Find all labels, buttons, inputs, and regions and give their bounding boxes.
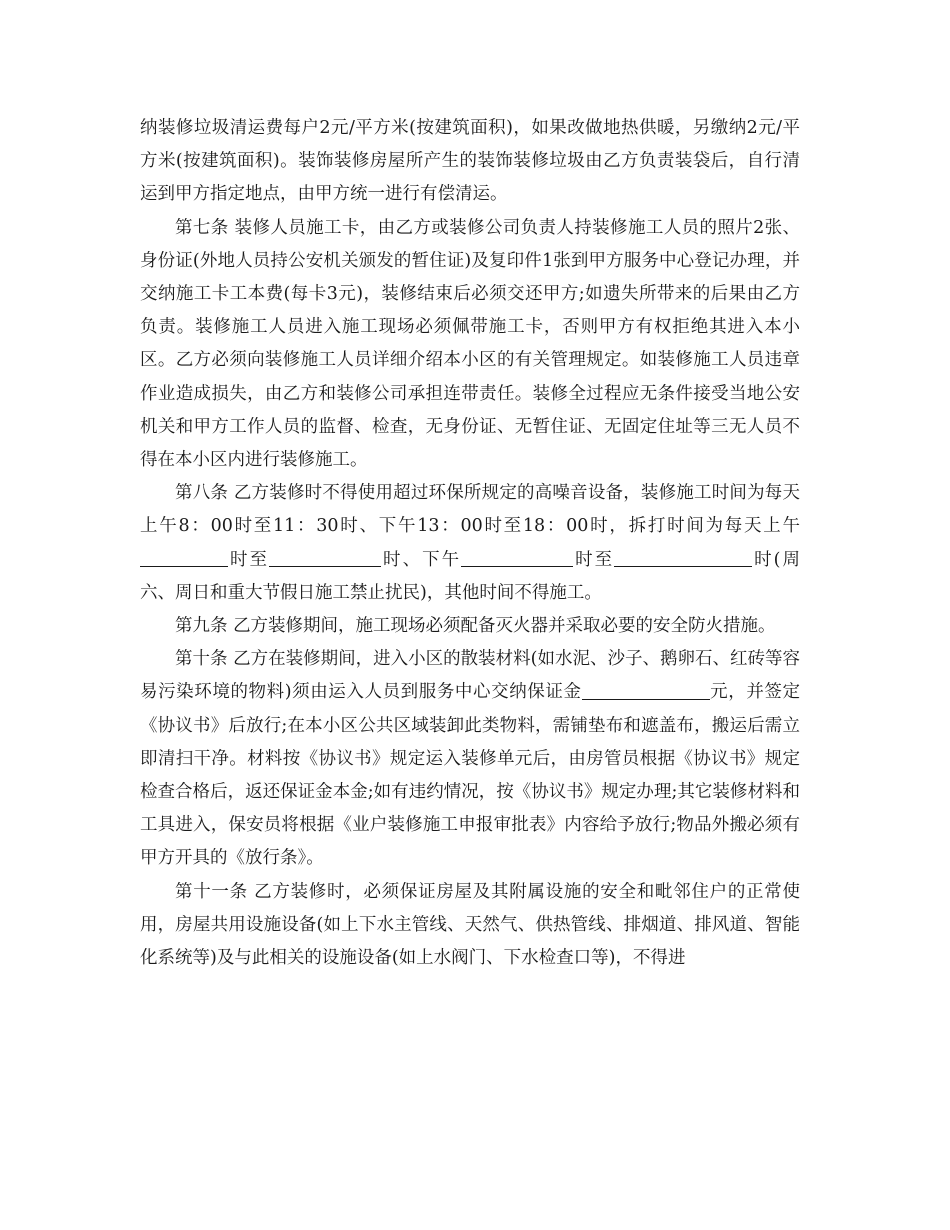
blank-field-afternoon-start[interactable] [461,549,573,568]
paragraph-article-8 [140,477,800,610]
article-10-text-b: 元，并签定《协议书》后放行;在本小区公共区域装卸此类物料，需铺垫布和遮盖布，搬运后需立即清扫干净。材料按《协议书》规定运入装修单元后，由房管员根据《协议书》规定检查合格后，返还保证金本金;如有违约情况，按《协议书》规定办理;其它装修材料和工具进入，保安员将根据《业户装修施工申报审批表》内容给予放行;物品外搬必须有甲方开具的《放行条》。 [140,682,801,869]
article-8-text-d: 时至 [573,549,615,570]
paragraph-article-9: 第九条 乙方装修期间，施工现场必须配备灭火器并采取必要的安全防火措施。 [175,616,776,637]
document-body [140,112,800,975]
blank-field-morning-end[interactable] [269,549,381,568]
article-8-text-e: 时(周六、周日和重大节假日施工禁止扰民)，其他时间不得施工。 [140,549,801,603]
article-8-text-c: 时、下午 [381,549,462,570]
blank-field-afternoon-end[interactable] [614,549,752,568]
blank-field-morning-start[interactable] [140,549,228,568]
blank-field-deposit-amount[interactable] [582,682,710,701]
article-10-text-a: 第十条 乙方在装修期间，进入小区的散装材料(如水泥、沙子、鹅卵石、红砖等容易污染环境的物料)须由运入人员到服务中心交纳保证金 [140,649,800,703]
article-8-text-a: 第八条 乙方装修时不得使用超过环保所规定的高噪音设备，装修施工时间为每天上午8：00时至11：30时、下午13：00时至18：00时，拆打时间为每天上午 [140,483,800,537]
paragraph-article-11: 第十一条 乙方装修时，必须保证房屋及其附属设施的安全和毗邻住户的正常使用，房屋共用设施设备(如上下水主管线、天然气、供热管线、排烟道、排风道、智能化系统等)及与此相关的设施设备(如上水阀门、下水检查口等)，不得进 [140,881,800,969]
paragraph-article-10 [140,643,800,875]
paragraph-garbage-fee: 纳装修垃圾清运费每户2元/平方米(按建筑面积)，如果改做地热供暖，另缴纳2元/平方米(按建筑面积)。装饰装修房屋所产生的装饰装修垃圾由乙方负责装袋后，自行清运到甲方指定地点，由甲方统一进行有偿清运。 [140,118,800,205]
article-8-text-b: 时至 [228,549,270,570]
paragraph-article-7: 第七条 装修人员施工卡，由乙方或装修公司负责人持装修施工人员的照片2张、身份证(外地人员持公安机关颁发的暂住证)及复印件1张到甲方服务中心登记办理，并交纳施工卡工本费(每卡3元)，装修结束后必须交还甲方;如遗失所带来的后果由乙方负责。装修施工人员进入施工现场必须佩带施工卡，否则甲方有权拒绝其进入本小区。乙方必须向装修施工人员详细介绍本小区的有关管理规定。如装修施工人员违章作业造成损失，由乙方和装修公司承担连带责任。装修全过程应无条件接受当地公安机关和甲方工作人员的监督、检查，无身份证、无暂住证、无固定住址等三无人员不得在本小区内进行装修施工。 [140,217,800,471]
